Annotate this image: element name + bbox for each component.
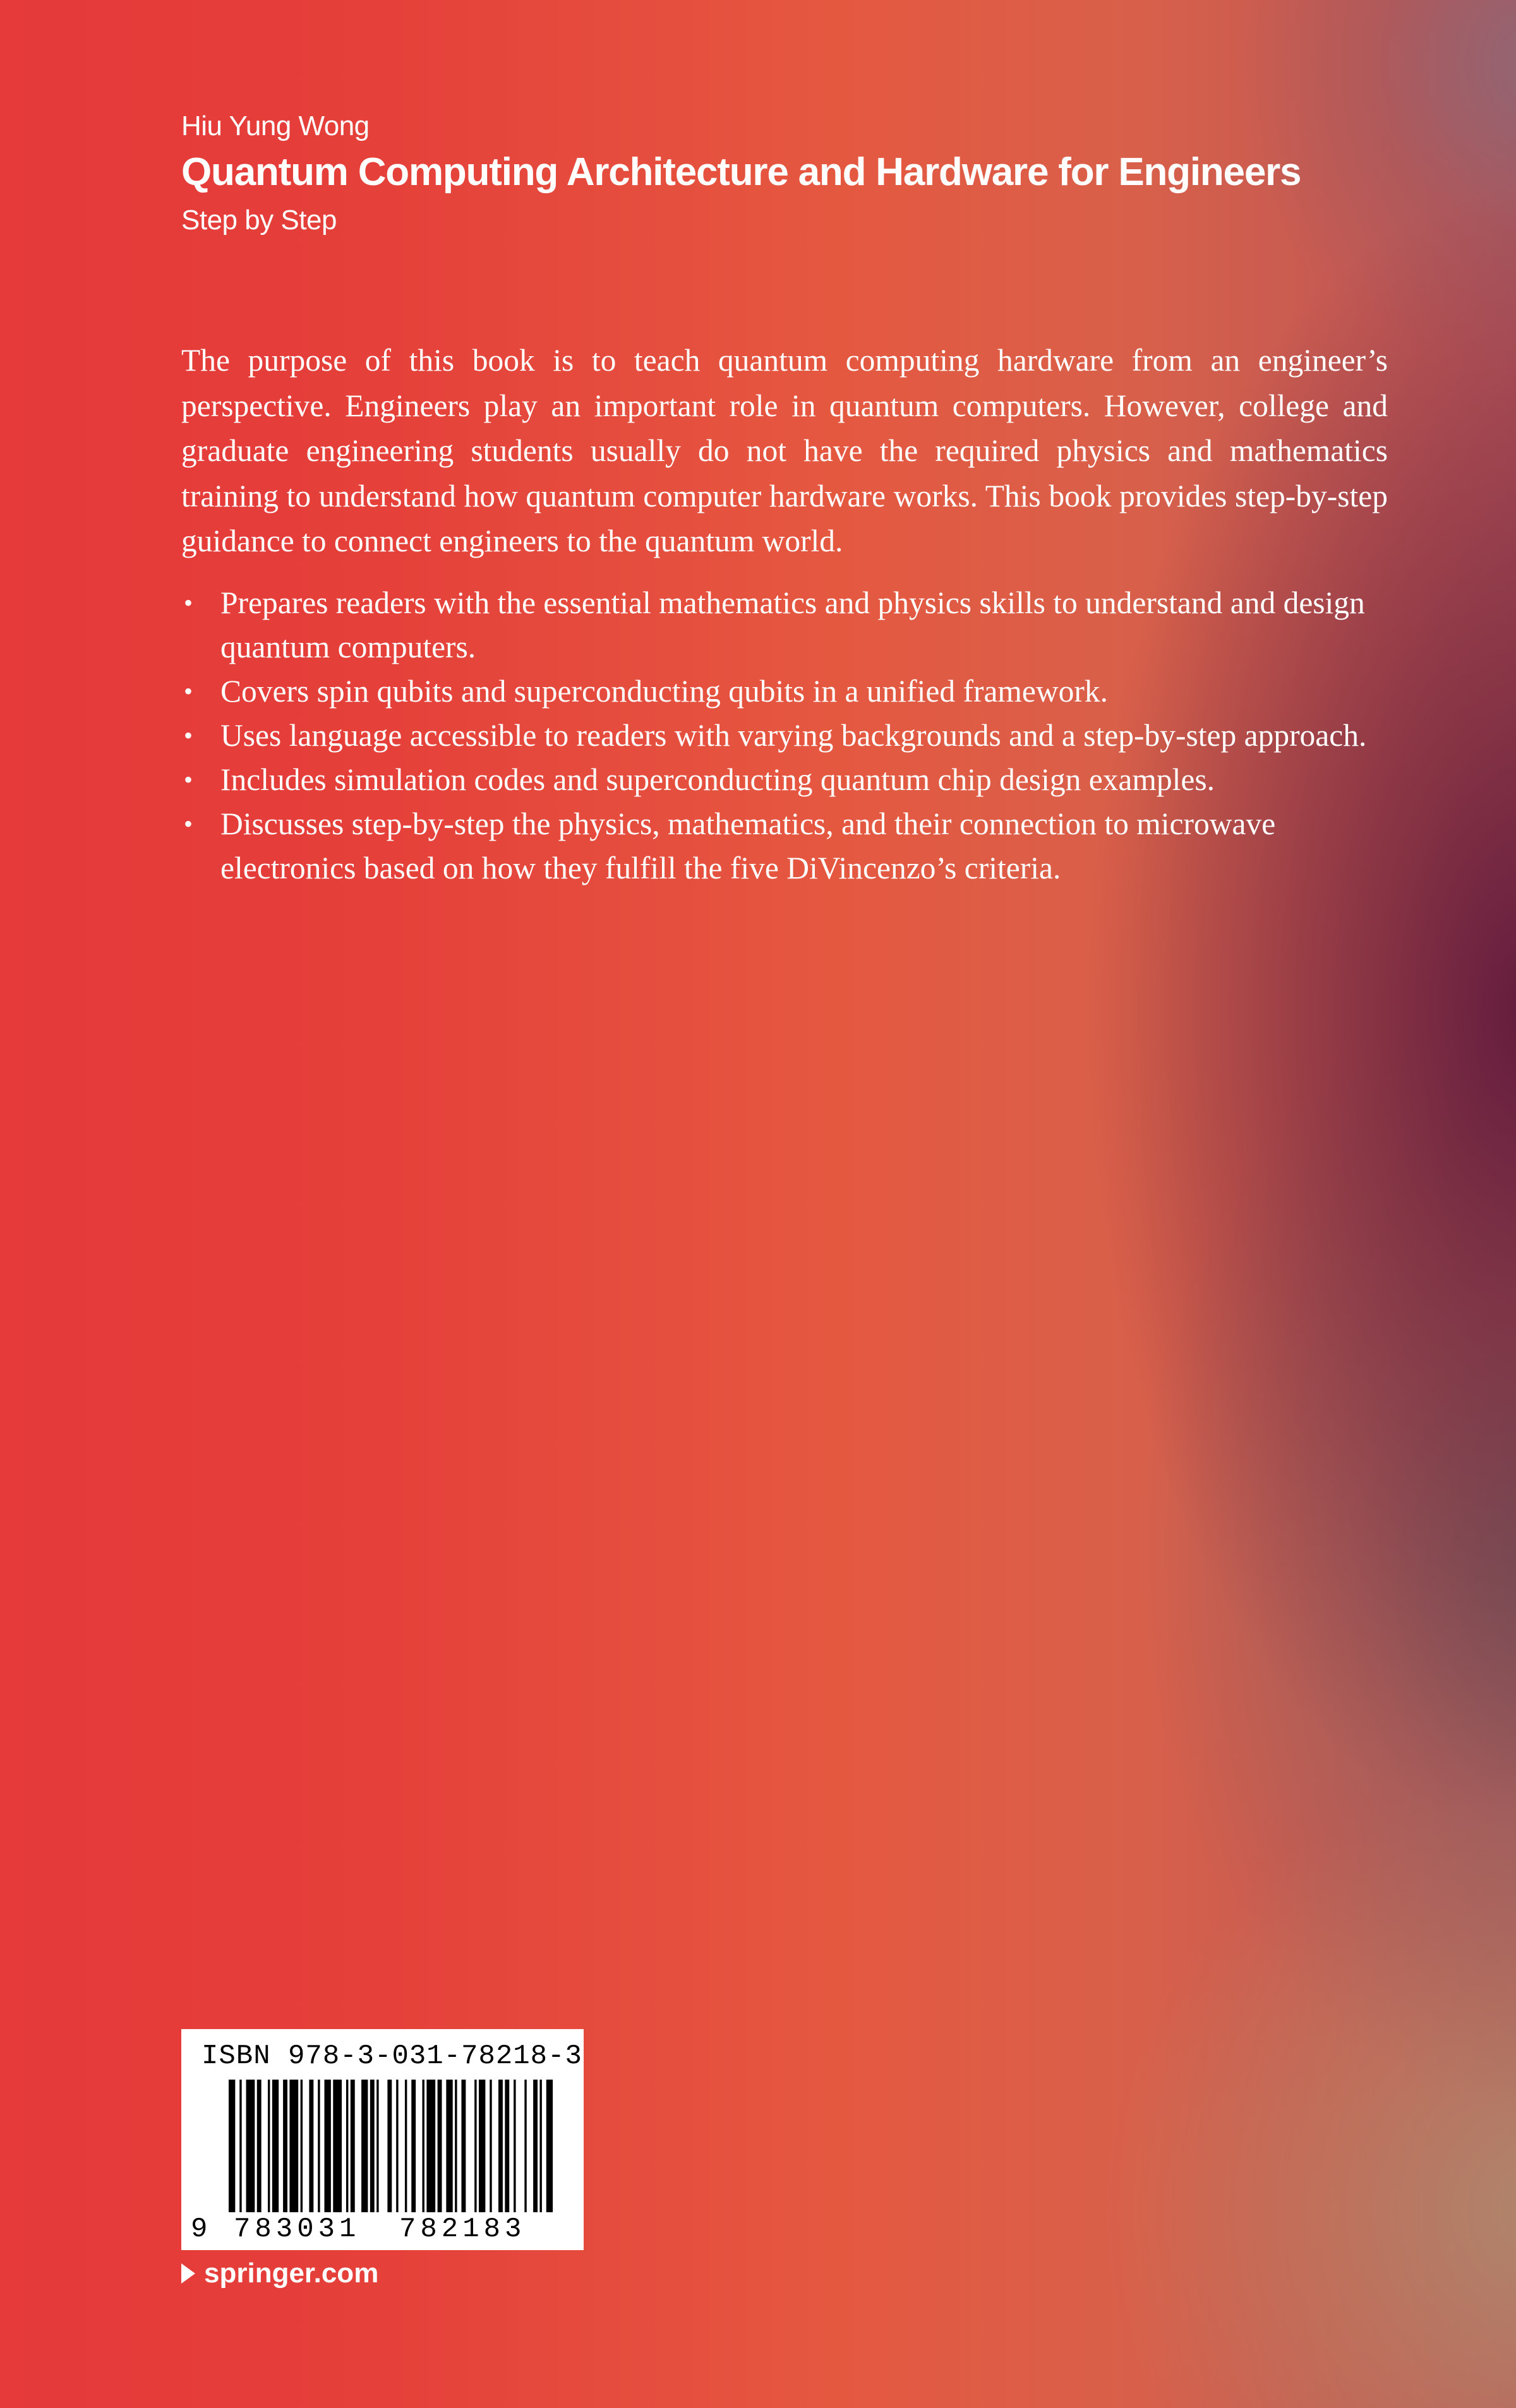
feature-item (181, 581, 1388, 669)
feature-text: Prepares readers with the essential mathematics and physics skills to understand and design quantum computers. (220, 585, 1365, 664)
feature-item (181, 669, 1388, 714)
feature-item (181, 714, 1388, 758)
bullet-icon: • (184, 765, 193, 794)
publisher-link-text: springer.com (204, 2258, 379, 2289)
feature-text: Covers spin qubits and superconducting qubits in a unified framework. (220, 674, 1108, 709)
feature-text: Discusses step-by-step the physics, mathematics, and their connection to microwave electronics based on how they fulfill the five DiVincenzo’s criteria. (220, 806, 1276, 885)
bullet-icon: • (184, 589, 193, 617)
feature-list (181, 581, 1388, 890)
cover-header (181, 107, 1301, 241)
bullet-icon: • (184, 677, 193, 705)
book-title: Quantum Computing Architecture and Hardware for Engineers (181, 150, 1301, 194)
publisher-link[interactable] (181, 2258, 378, 2289)
barcode-lead-digit: 9 (191, 2213, 208, 2245)
feature-item (181, 758, 1388, 802)
bullet-icon: • (184, 810, 193, 838)
book-description: The purpose of this book is to teach quantum computing hardware from an engineer’s perspective. Engineers play an important role in quantum computers. However, college and graduate engineering students usually do not have the required physics and mathematics training to understand how quantum computer hardware works. This book provides step-by-step guidance to connect engineers to the quantum world. (181, 343, 1388, 558)
bullet-icon: • (184, 721, 193, 750)
feature-text: Includes simulation codes and superconducting quantum chip design examples. (220, 762, 1215, 797)
barcode-left-digits: 783031 (234, 2213, 361, 2245)
feature-item (181, 802, 1388, 890)
arrow-right-icon (181, 2263, 195, 2284)
barcode-right-digits: 782183 (399, 2213, 526, 2245)
feature-text: Uses language accessible to readers with varying backgrounds and a step-by-step approach. (220, 718, 1367, 753)
book-subtitle: Step by Step (181, 205, 337, 236)
author-name: Hiu Yung Wong (181, 111, 370, 141)
isbn-barcode (181, 2029, 584, 2250)
barcode-bars (229, 2080, 557, 2212)
isbn-label: ISBN 978-3-031-78218-3 (202, 2040, 582, 2072)
